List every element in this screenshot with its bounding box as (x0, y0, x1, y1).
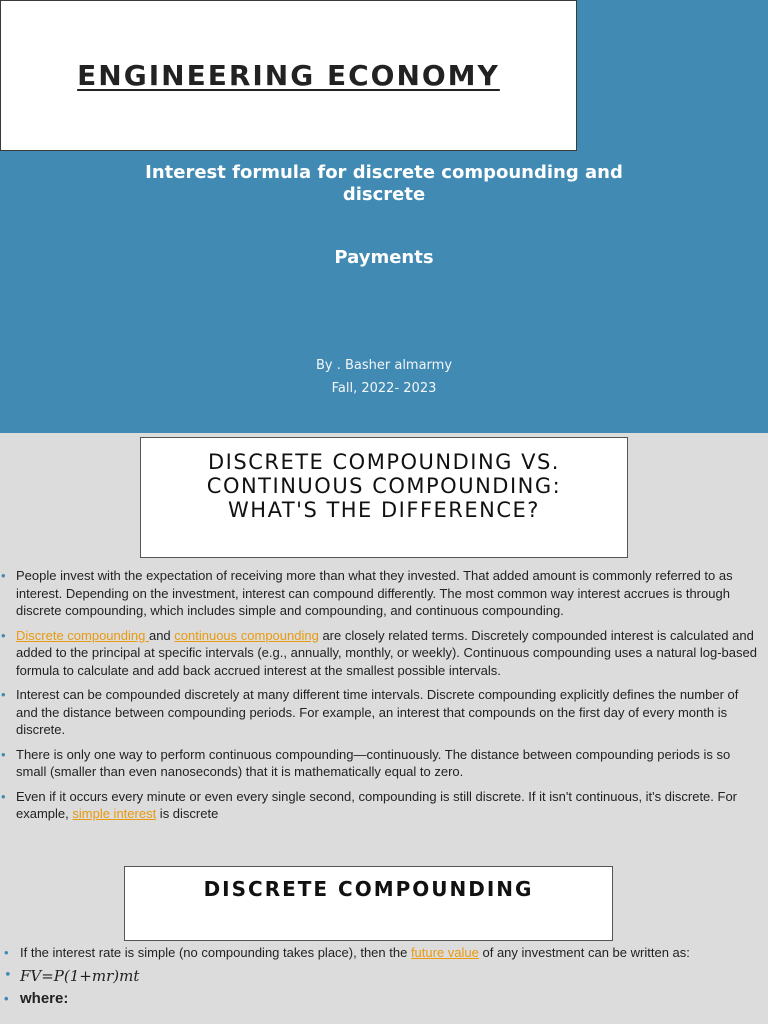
where-label: • where: (0, 990, 768, 1008)
discrete-compounding-bullet-list (0, 944, 768, 1011)
bullet-text: and (148, 627, 175, 643)
bullet-text: are closely related terms. Discretely compounded interest is calculated and added to the principal at specific intervals (e.g., annually, monthly, or weekly). Continuous compounding uses a natural log-based formula to calculate and add back accrued interest at the smallest possible intervals. (16, 627, 757, 678)
list-item (0, 944, 768, 962)
term-line: Fall, 2022- 2023 (331, 381, 437, 396)
future-value-formula: • FV=P(1+mr)mt (0, 966, 768, 986)
bullet-text: Even if it occurs every minute or even every single second, compounding is still discrete. If it isn't continuous, it's discrete. For example, (16, 788, 738, 821)
list-item (0, 627, 768, 680)
list-item (0, 686, 768, 739)
bullet-text: People invest with the expectation of receiving more than what they invested. That added amount is commonly referred to as interest. Depending on the investment, interest can compound differently. The most common way interest accrues is through discrete compounding, which includes simple and compounding, and continuous compounding. (16, 568, 733, 618)
bullet-text: is discrete (156, 806, 219, 821)
future-value-link[interactable]: future value (410, 945, 479, 960)
title-box (0, 0, 577, 151)
heading-line: DISCRETE COMPOUNDING VS. (208, 450, 560, 474)
bullet-text: Interest can be compounded discretely at many different time intervals. Discrete compounding explicitly defines the number of and the distance between compounding periods. For example, an interest that compounds on the first day of every month is discrete. (16, 687, 739, 737)
page-title: ENGINEERING ECONOMY (77, 59, 500, 92)
comparison-bullet-list (0, 567, 768, 830)
simple-interest-link[interactable]: simple interest (72, 806, 157, 821)
list-item (0, 567, 768, 620)
bullet-text: of any investment can be written as: (478, 945, 690, 960)
subtitle-payments: Payments (334, 247, 434, 268)
discrete-vs-continuous-heading (140, 437, 628, 558)
list-item (0, 788, 768, 823)
list-item (0, 746, 768, 781)
heading-line: WHAT'S THE DIFFERENCE? (228, 498, 540, 522)
continuous-compounding-link[interactable]: continuous compounding (174, 627, 319, 643)
subtitle: Interest formula for discrete compounding and discrete (145, 162, 623, 205)
title-slide (0, 0, 768, 433)
heading-line: CONTINUOUS COMPOUNDING: (206, 474, 562, 498)
bullet-text: There is only one way to perform continuous compounding—continuously. The distance between compounding periods is so small (smaller than even nanoseconds) that it is mathematically equal to zero. (16, 746, 731, 779)
discrete-compounding-heading: DISCRETE COMPOUNDING (124, 866, 613, 941)
bullet-text: If the interest rate is simple (no compounding takes place), then the (20, 945, 411, 960)
author-line: By . Basher almarmy (315, 358, 453, 373)
discrete-compounding-link[interactable]: Discrete compounding (16, 627, 149, 643)
